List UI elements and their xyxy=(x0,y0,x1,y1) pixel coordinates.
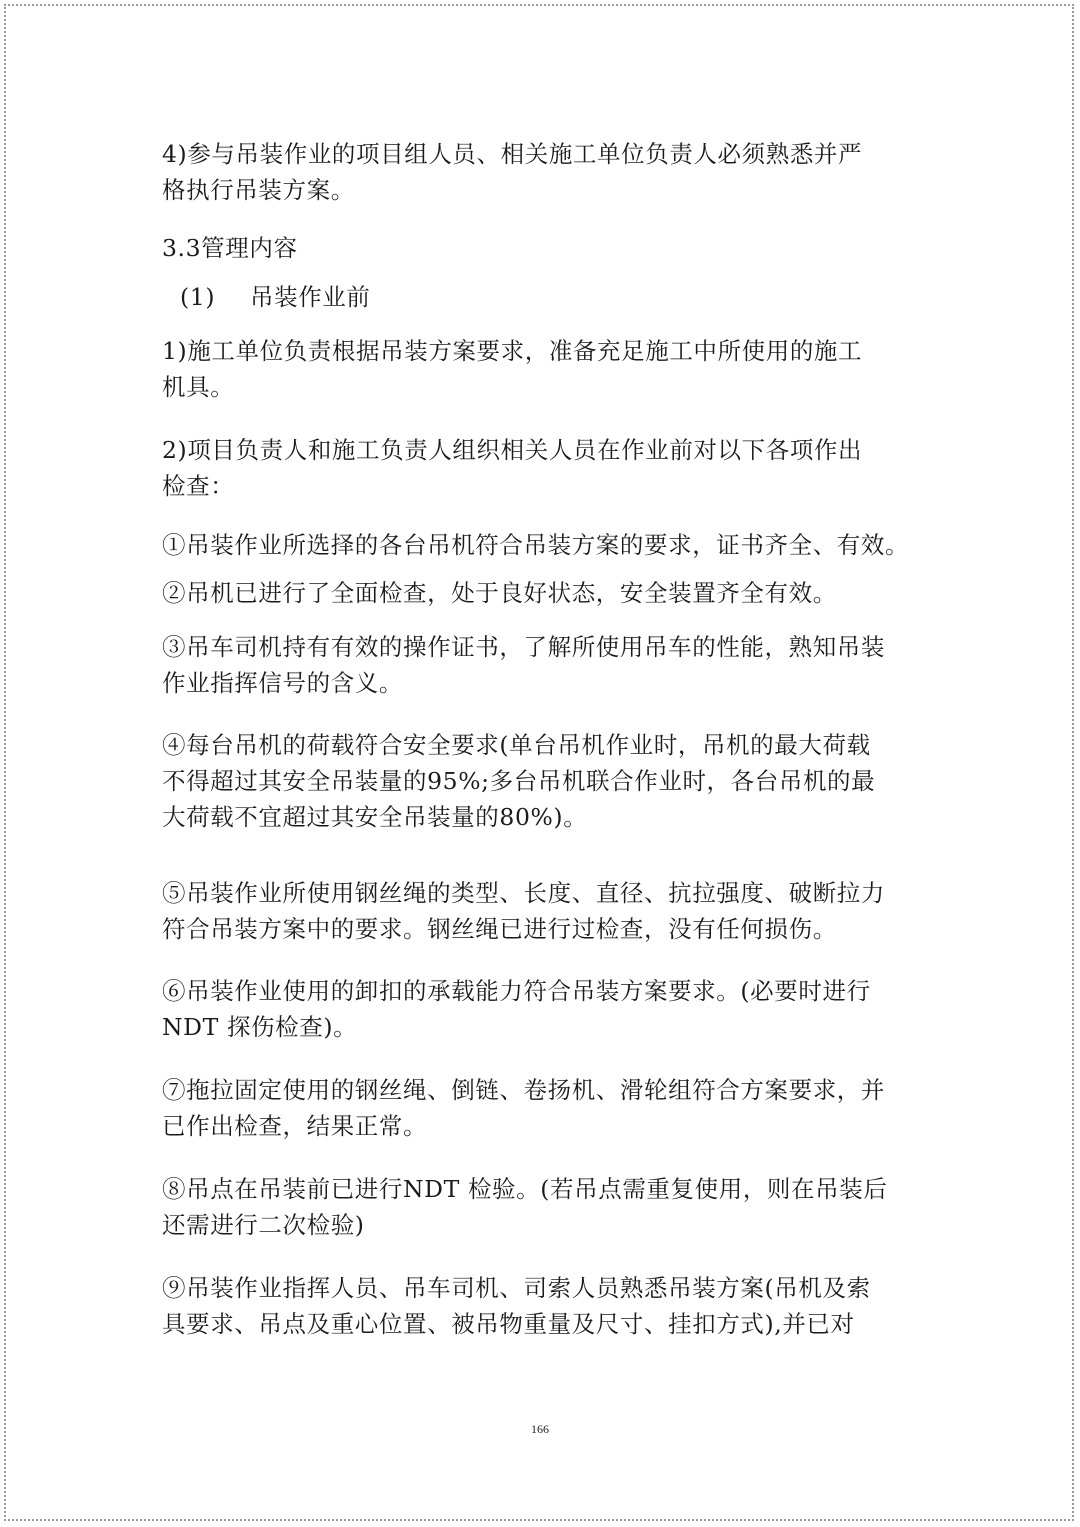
text-line: ⑧吊点在吊装前已进行NDT 检验。(若吊点需重复使用，则在吊装后 xyxy=(162,1175,888,1203)
text-line: 不得超过其安全吊装量的95%;多台吊机联合作业时，各台吊机的最 xyxy=(162,767,876,795)
list-item-4 xyxy=(162,727,922,835)
text-line: ⑦拖拉固定使用的钢丝绳、倒链、卷扬机、滑轮组符合方案要求，并 xyxy=(162,1076,885,1104)
text-line: 检查： xyxy=(162,472,235,500)
list-item-2 xyxy=(162,575,922,611)
sub-heading-text: 吊装作业前 xyxy=(250,283,371,311)
text-line: 还需进行二次检验) xyxy=(162,1211,365,1239)
text-line: 已作出检查，结果正常。 xyxy=(162,1112,428,1140)
list-item-6 xyxy=(162,973,922,1045)
sub-heading xyxy=(162,279,940,315)
paragraph-1 xyxy=(162,333,922,405)
page-number: 166 xyxy=(531,1422,549,1436)
text-line: ⑥吊装作业使用的卸扣的承载能力符合吊装方案要求。(必要时进行 xyxy=(162,977,871,1005)
text-line: 格执行吊装方案。 xyxy=(162,176,355,204)
list-item-8 xyxy=(162,1171,922,1243)
paragraph-intro-4 xyxy=(162,136,922,208)
text-line: ①吊装作业所选择的各台吊机符合吊装方案的要求，证书齐全、有效。 xyxy=(162,531,910,559)
text-line: ④每台吊机的荷载符合安全要求(单台吊机作业时，吊机的最大荷载 xyxy=(162,731,871,759)
list-item-1 xyxy=(162,527,922,563)
text-line: 2)项目负责人和施工负责人组织相关人员在作业前对以下各项作出 xyxy=(162,436,863,464)
paragraph-2 xyxy=(162,432,922,504)
text-line: 作业指挥信号的含义。 xyxy=(162,669,403,697)
sub-heading-number: (1) xyxy=(180,283,216,311)
list-item-7 xyxy=(162,1072,922,1144)
list-item-9 xyxy=(162,1270,922,1342)
text-line: ②吊机已进行了全面检查，处于良好状态，安全装置齐全有效。 xyxy=(162,579,837,607)
list-item-5 xyxy=(162,875,922,947)
text-line: ⑨吊装作业指挥人员、吊车司机、司索人员熟悉吊装方案(吊机及索 xyxy=(162,1274,871,1302)
list-item-3 xyxy=(162,629,922,701)
text-line: ③吊车司机持有有效的操作证书，了解所使用吊车的性能，熟知吊装 xyxy=(162,633,885,661)
text-line: 大荷载不宜超过其安全吊装量的80%)。 xyxy=(162,803,588,831)
text-line: 具要求、吊点及重心位置、被吊物重量及尺寸、挂扣方式),并已对 xyxy=(162,1310,855,1338)
text-line: NDT 探伤检查)。 xyxy=(162,1013,358,1041)
section-heading xyxy=(162,230,922,266)
text-line: 机具。 xyxy=(162,373,235,401)
text-line: 4)参与吊装作业的项目组人员、相关施工单位负责人必须熟悉并严 xyxy=(162,140,863,168)
text-line: 1)施工单位负责根据吊装方案要求，准备充足施工中所使用的施工 xyxy=(162,337,863,365)
text-line: 符合吊装方案中的要求。钢丝绳已进行过检查，没有任何损伤。 xyxy=(162,915,837,943)
text-line: ⑤吊装作业所使用钢丝绳的类型、长度、直径、抗拉强度、破断拉力 xyxy=(162,879,885,907)
section-heading-text: 3.3管理内容 xyxy=(162,234,298,262)
